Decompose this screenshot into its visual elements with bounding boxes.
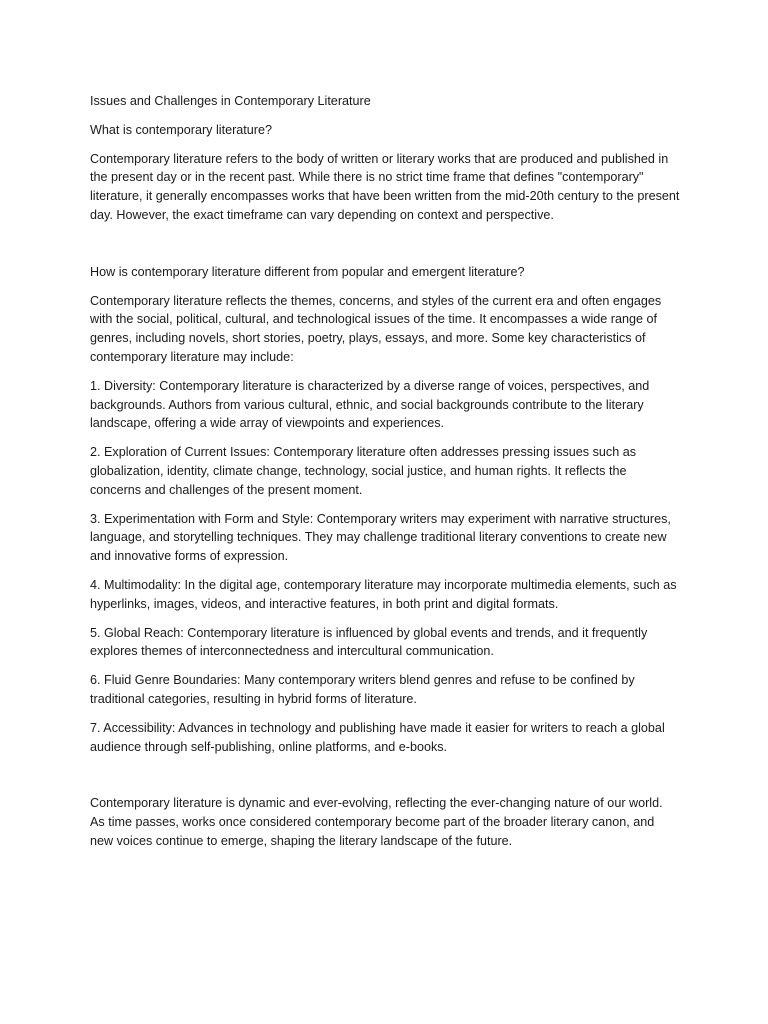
question-heading-2: How is contemporary literature different from popular and emergent literature? (90, 264, 525, 279)
characteristic-item: 6. Fluid Genre Boundaries: Many contemporary writers blend genres and refuse to be confined by traditional categories, resulting in hybrid forms of literature. (90, 673, 635, 706)
question-heading-1: What is contemporary literature? (90, 122, 272, 137)
paragraph-spacer (90, 235, 680, 263)
document-page (90, 92, 680, 861)
answer-intro-paragraph: Contemporary literature reflects the themes, concerns, and styles of the current era and often engages with the social, political, cultural, and technological issues of the time. It encompasses a wide range of genres, including novels, short stories, poetry, plays, essays, and more. Some key characteristics of contemporary literature may include: (90, 293, 662, 364)
characteristic-item: 5. Global Reach: Contemporary literature is influenced by global events and trends, and it frequently explores themes of interconnectedness and intercultural communication. (90, 625, 648, 659)
characteristic-item: 2. Exploration of Current Issues: Contemporary literature often addresses pressing issues such as globalization, identity, climate change, technology, social justice, and human rights. It reflects the concerns and challenges of the present moment. (90, 445, 636, 497)
characteristic-item: 7. Accessibility: Advances in technology and publishing have made it easier for writers to reach a global audience through self-publishing, online platforms, and e-books. (90, 720, 665, 754)
characteristic-item: 4. Multimodality: In the digital age, contemporary literature may incorporate multimedia elements, such as hyperlinks, images, videos, and interactive features, in both print and digital formats. (90, 577, 677, 611)
answer-paragraph-1: Contemporary literature refers to the body of written or literary works that are produced and published in the present day or in the recent past. While there is no strict time frame that defines "contemporary" literature, it generally encompasses works that have been written from the mid-20th century to the present day. However, the exact timeframe can vary depending on context and perspective. (90, 151, 680, 222)
characteristic-item: 3. Experimentation with Form and Style: Contemporary writers may experiment with narrative structures, language, and storytelling techniques. They may challenge traditional literary conventions to create new and innovative forms of expression. (90, 511, 671, 564)
paragraph-spacer (90, 766, 680, 794)
document-title: Issues and Challenges in Contemporary Literature (90, 94, 371, 108)
conclusion-paragraph: Contemporary literature is dynamic and ever-evolving, reflecting the ever-changing nature of our world. As time passes, works once considered contemporary become part of the broader literary canon, and new voices continue to emerge, shaping the literary landscape of the future. (90, 796, 663, 848)
characteristic-item: 1. Diversity: Contemporary literature is characterized by a diverse range of voices, perspectives, and backgrounds. Authors from various cultural, ethnic, and social backgrounds contribute to the literary landscape, offering a wide array of viewpoints and experiences. (90, 378, 650, 431)
